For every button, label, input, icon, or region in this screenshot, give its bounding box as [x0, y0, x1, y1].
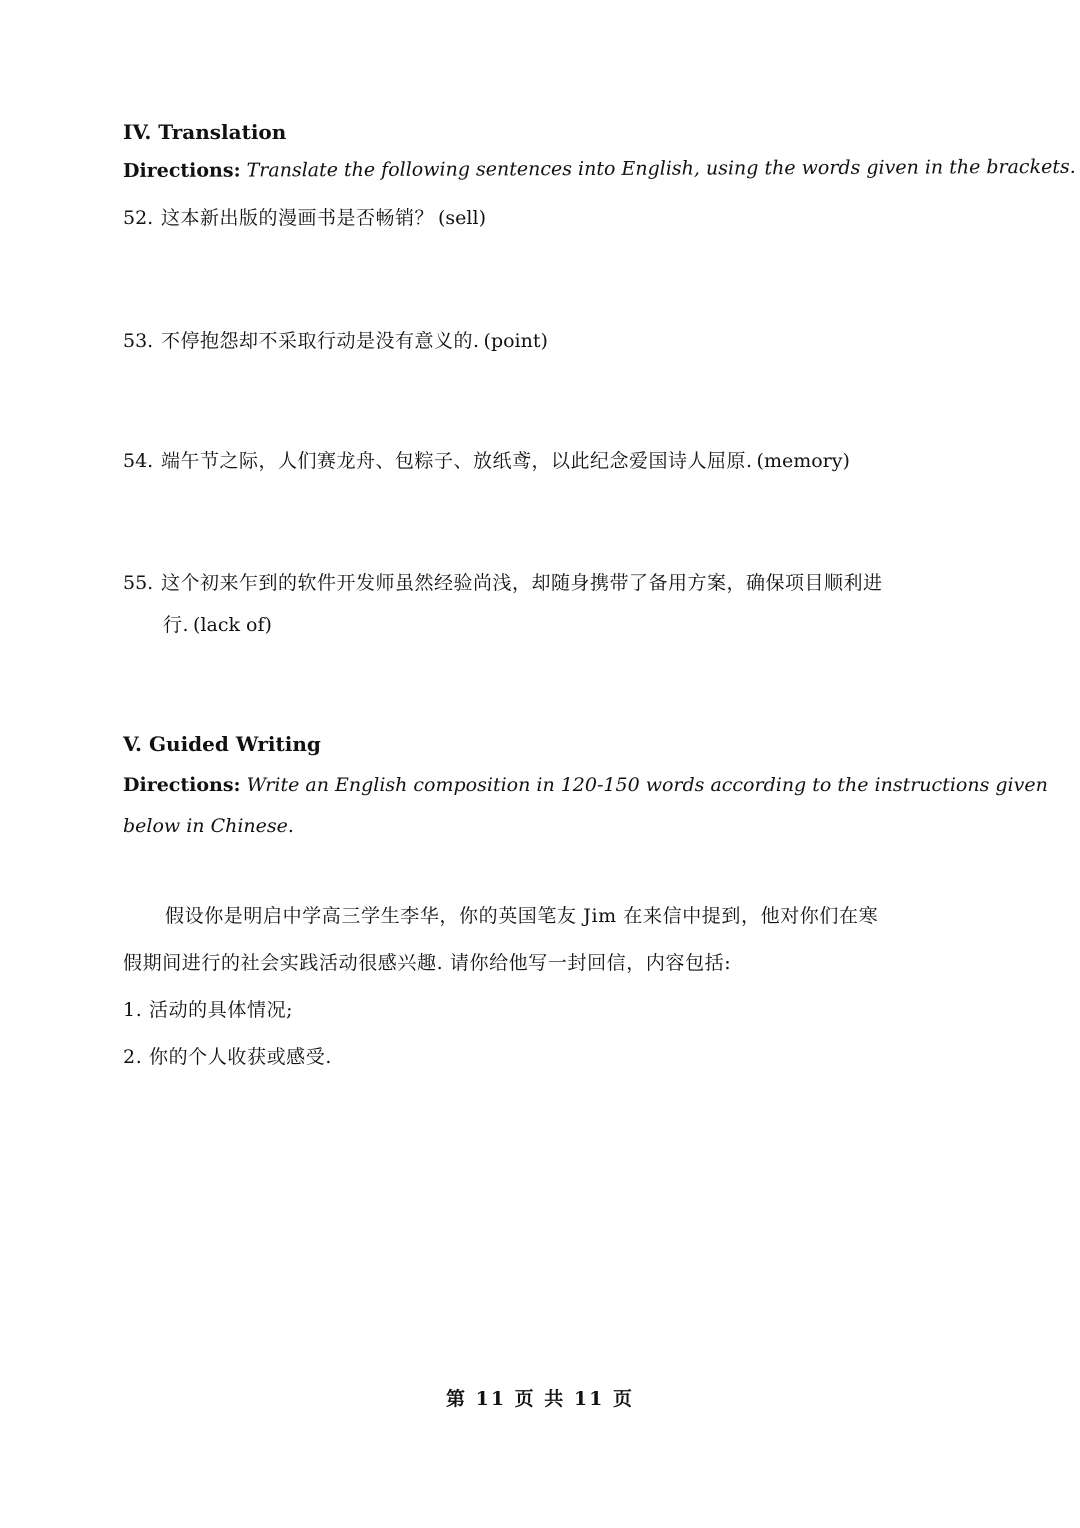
question-number: 55. — [123, 572, 154, 594]
writing-point-1: 1. 活动的具体情况; — [123, 999, 294, 1021]
section-5-directions — [123, 774, 1048, 796]
question-55 — [123, 568, 883, 595]
question-chinese: 这个初来乍到的软件开发师虽然经验尚浅，却随身携带了备用方案，确保项目顺利进 — [161, 572, 883, 594]
question-54 — [123, 446, 850, 473]
question-number: 54. — [123, 450, 154, 472]
directions-label: Directions: — [122, 159, 241, 182]
question-hint: (sell) — [438, 207, 486, 229]
writing-point-2: 2. 你的个人收获或感受. — [123, 1046, 333, 1068]
question-hint: (point) — [483, 330, 548, 352]
question-chinese-cont: 行. — [163, 614, 190, 636]
question-number: 53. — [123, 330, 154, 352]
section-4-directions — [123, 156, 1076, 182]
question-number: 52. — [123, 207, 154, 229]
directions-label: Directions: — [123, 774, 241, 796]
question-chinese: 不停抱怨却不采取行动是没有意义的. — [161, 330, 480, 352]
section-5-directions-line2 — [123, 815, 294, 837]
question-hint: (lack of) — [193, 614, 272, 636]
question-hint: (memory) — [756, 450, 850, 472]
writing-prompt-line2: 假期间进行的社会实践活动很感兴趣. 请你给他写一封回信，内容包括: — [123, 952, 732, 974]
section-5-heading: V. Guided Writing — [123, 732, 321, 756]
writing-prompt-line1: 假设你是明启中学高三学生李华，你的英国笔友 Jim 在来信中提到，他对你们在寒 — [165, 905, 879, 927]
directions-text: Write an English composition in 120-150 words according to the instructions given — [246, 774, 1048, 796]
directions-text: below in Chinese. — [123, 815, 294, 837]
directions-text: Translate the following sentences into English, using the words given in the brackets. — [246, 155, 1076, 182]
question-chinese: 这本新出版的漫画书是否畅销？ — [161, 207, 435, 229]
section-4-heading: IV. Translation — [123, 120, 287, 144]
question-52 — [123, 203, 486, 230]
question-chinese: 端午节之际，人们赛龙舟、包粽子、放纸鸢，以此纪念爱国诗人屈原. — [161, 450, 753, 472]
page-number-footer: 第 11 页 共 11 页 — [446, 1388, 634, 1410]
question-55-continuation — [163, 610, 272, 637]
question-53 — [123, 326, 548, 353]
